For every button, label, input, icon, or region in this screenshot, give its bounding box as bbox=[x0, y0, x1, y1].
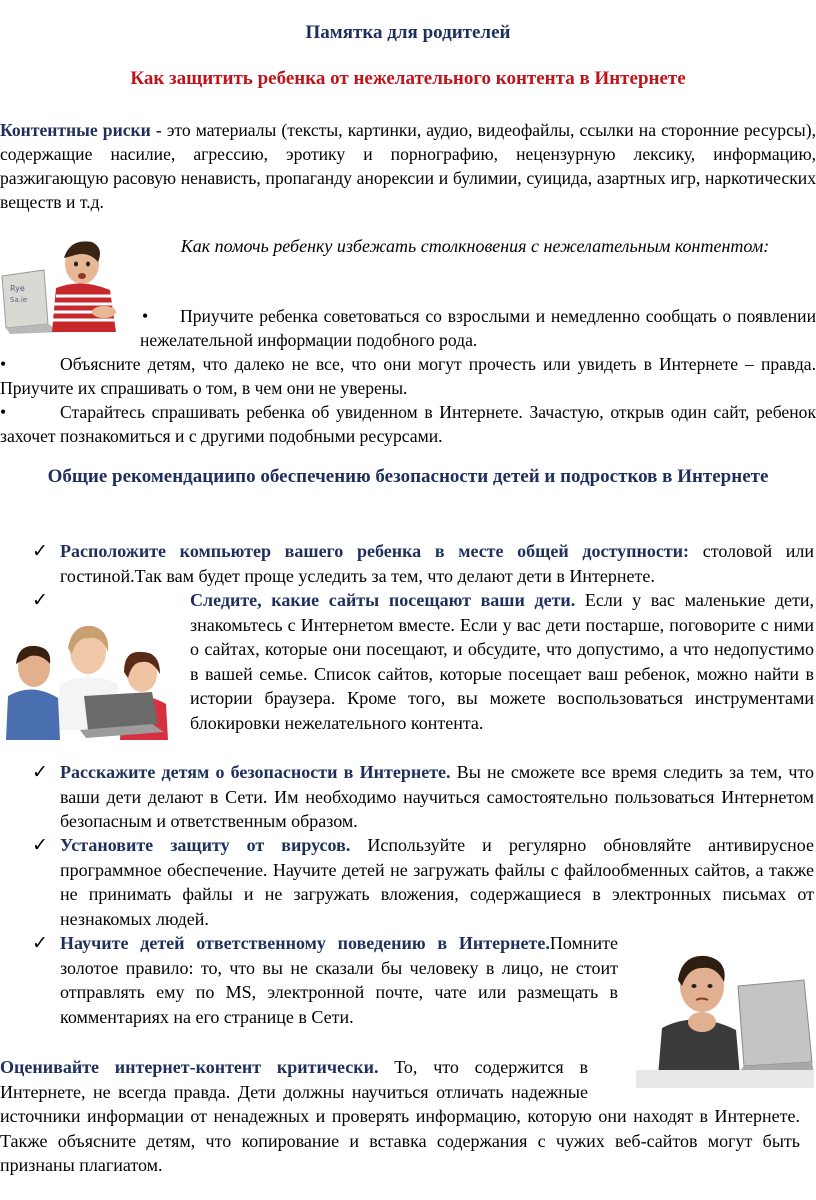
svg-text:Sa.ie: Sa.ie bbox=[10, 296, 28, 304]
recommendation-item-4 bbox=[60, 833, 814, 931]
help-bullet-1 bbox=[140, 304, 816, 352]
critical-paragraph bbox=[0, 1055, 800, 1178]
recommendation-text: Используйте и регулярно обновляйте антивирусное программное обеспечение. Научите детей не загружать файлы с файлообменных сайтов, а также не принимать файлы и не загружать вложения, содержащиеся в электронных письмах от незнакомых людей. bbox=[60, 835, 814, 929]
recommendation-text: Вы не сможете все время следить за тем, что ваши дети делают в Сети. Им необходимо научиться самостоятельно пользоваться Интернетом безопасным и ответственным образом. bbox=[60, 762, 814, 831]
image-float-spacer bbox=[588, 1055, 800, 1103]
risks-term: Контентные риски bbox=[0, 120, 151, 140]
check-icon: ✓ bbox=[32, 762, 48, 783]
help-item-text: Приучите ребенка советоваться со взрослыми и немедленно сообщать о появлении нежелательной информации подобного рода. bbox=[140, 306, 816, 350]
recommendation-lead: Установите защиту от вирусов. bbox=[60, 835, 351, 855]
bullet-icon: • bbox=[142, 306, 149, 326]
critical-lead: Оценивайте интернет-контент критически. bbox=[0, 1057, 379, 1077]
check-icon: ✓ bbox=[32, 835, 48, 856]
risks-paragraph bbox=[0, 118, 816, 214]
recommendation-lead: Расскажите детям о безопасности в Интернете. bbox=[60, 762, 451, 782]
check-icon: ✓ bbox=[32, 933, 48, 954]
boy-with-laptop-photo bbox=[0, 236, 130, 336]
general-heading: Общие рекомендациипо обеспечению безопасности детей и подростков в Интернете bbox=[47, 466, 769, 487]
bullet-icon: • bbox=[0, 354, 7, 374]
check-icon: ✓ bbox=[32, 541, 48, 562]
recommendation-item-3 bbox=[60, 760, 814, 834]
help-item-text: Объясните детям, что далеко не все, что они могут прочесть или увидеть в Интернете – правда. Приучите их спрашивать о том, в чем они не уверены. bbox=[0, 354, 816, 398]
help-question bbox=[140, 234, 810, 258]
svg-text:Rye: Rye bbox=[10, 284, 25, 293]
page-title: Памятка для родителей bbox=[305, 22, 511, 43]
recommendation-text: Помните золотое правило: то, что вы не сказали бы человеку в лицо, не стоит отправлять ему по MS, электронной почте, чате или размещать в комментариях на его странице в Сети. bbox=[60, 933, 618, 1027]
risks-definition: - это материалы (тексты, картинки, аудио, видеофайлы, ссылки на сторонние ресурсы), содержащие насилие, агрессию, эротику и порнографию, нецензурную лексику, информацию, разжигающую расовую ненависть, пропаганду анорексии и булимии, суицида, азартных игр, наркотических веществ и т.д. bbox=[0, 120, 816, 212]
critical-text: То, что содержится в Интернете, не всегда правда. Дети должны научиться отличать надежные источники информации от ненадежных и проверять информацию, которую они находят в Интернете. Также объясните детям, что копирование и вставка содержания с чужих веб-сайтов могут быть признаны плагиатом. bbox=[0, 1057, 800, 1175]
recommendation-lead: Следите, какие сайты посещают ваши дети. bbox=[190, 590, 576, 610]
recommendation-text: столовой или гостиной.Так вам будет проще уследить за тем, что делают дети в Интернете. bbox=[60, 541, 814, 586]
family-with-laptop-photo bbox=[2, 612, 180, 742]
help-question-colon: : bbox=[763, 236, 770, 256]
help-item-text: Старайтесь спрашивать ребенка об увиденном в Интернете. Зачастую, открыв один сайт, ребенок захочет познакомиться и с другими подобными ресурсами. bbox=[0, 402, 816, 446]
help-bullet-2 bbox=[0, 352, 816, 400]
recommendation-lead: Научите детей ответственному поведению в Интернете. bbox=[60, 933, 550, 953]
recommendation-lead: Расположите компьютер вашего ребенка в месте общей доступности: bbox=[60, 541, 690, 561]
recommendation-text: Если у вас маленькие дети, знакомьтесь с Интернетом вместе. Если у вас дети постарше, поговорите с ними о сайтах, которые они посещают, и обсудите, что допустимо, а что недопустимо в вашей семье. Список сайтов, которые посещает ваш ребенок, можно найти в истории браузера. Кроме того, вы можете воспользоваться инструментами блокировки нежелательного контента. bbox=[190, 590, 814, 733]
help-bullet-3 bbox=[0, 400, 816, 448]
page-subtitle: Как защитить ребенка от нежелательного контента в Интернете bbox=[130, 68, 686, 89]
help-question-text: Как помочь ребенку избежать столкновения с нежелательным контентом bbox=[180, 236, 764, 256]
check-icon: ✓ bbox=[32, 590, 48, 611]
bullet-icon: • bbox=[0, 402, 7, 422]
recommendation-item-1 bbox=[60, 539, 814, 588]
